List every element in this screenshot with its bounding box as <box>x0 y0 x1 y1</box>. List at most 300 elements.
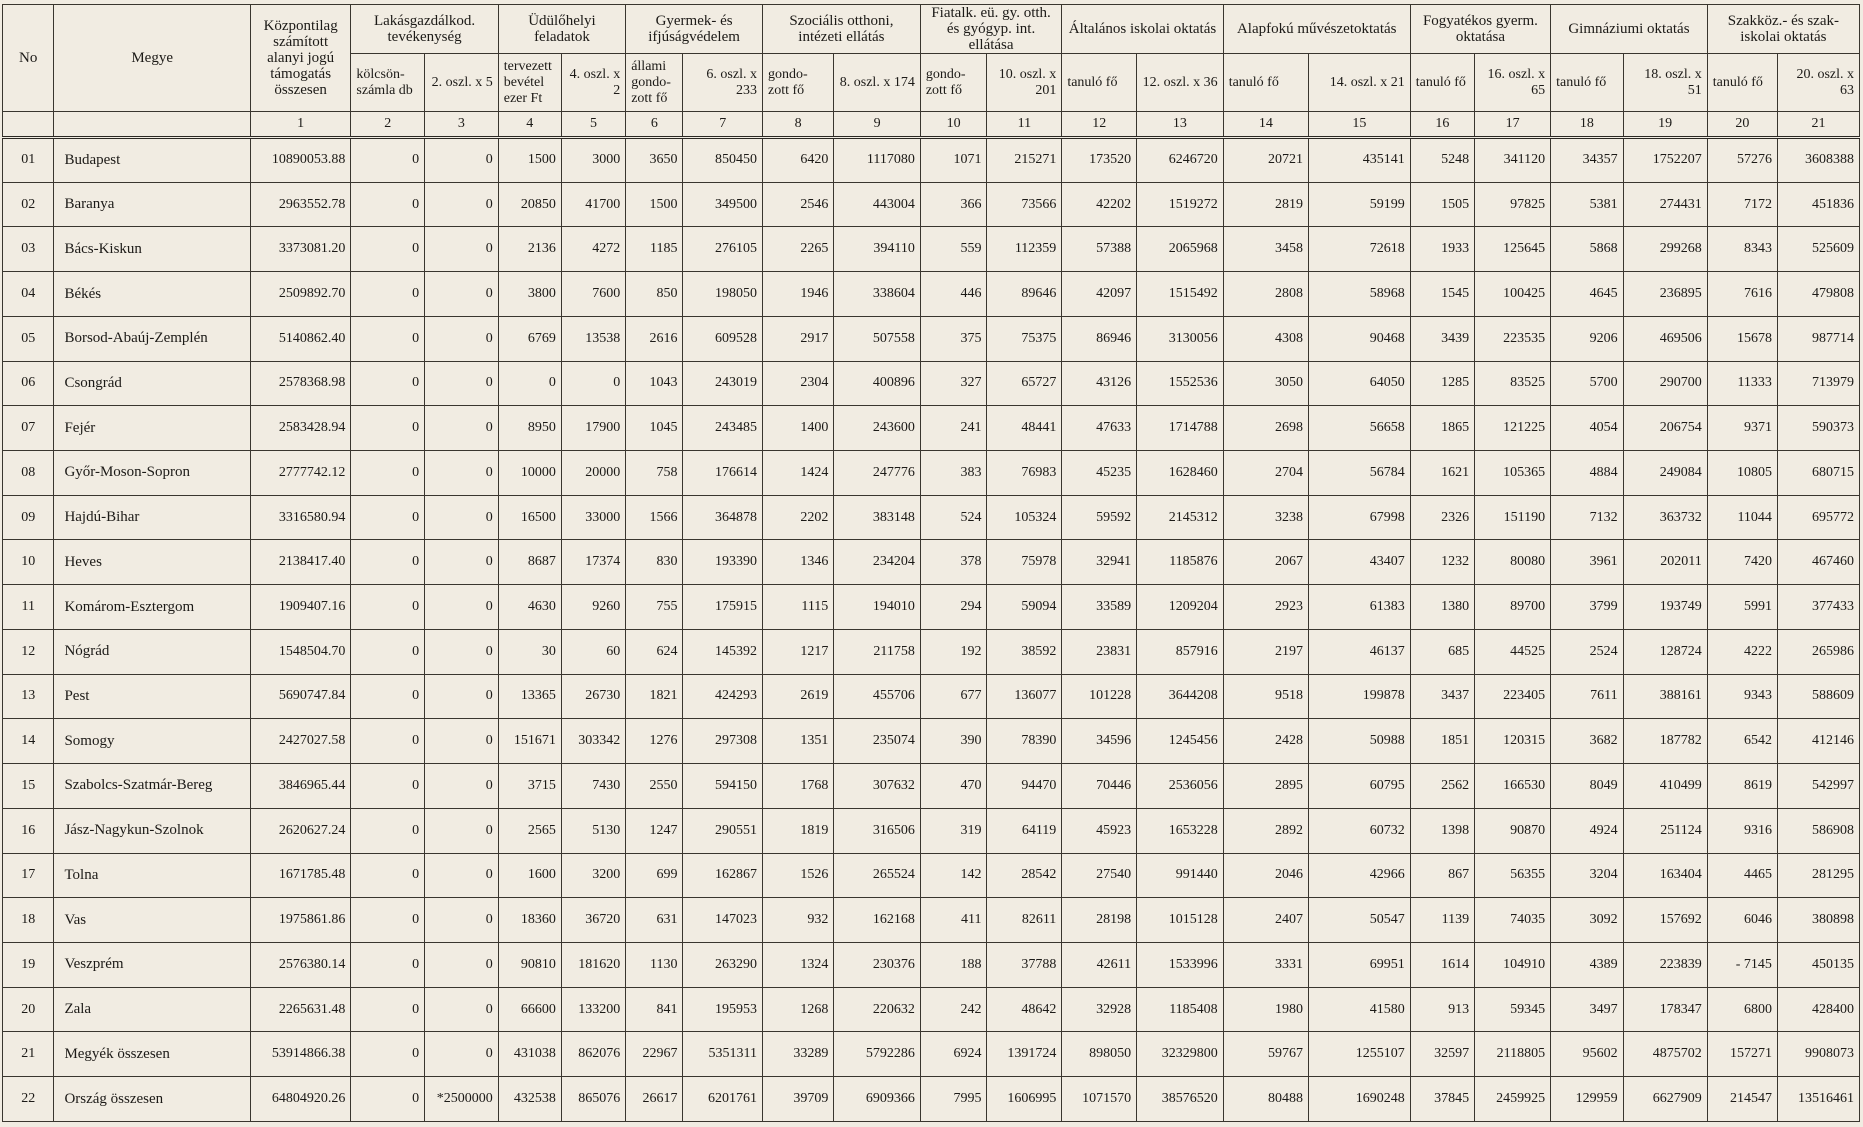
cell-value: 32941 <box>1062 540 1137 585</box>
cell-value: 80488 <box>1223 1077 1308 1122</box>
cell-value: 120315 <box>1475 719 1551 764</box>
cell-value: 151671 <box>498 719 561 764</box>
cell-value: 4272 <box>561 227 625 272</box>
cell-value: 3846965.44 <box>250 764 351 809</box>
cell-value: 7616 <box>1707 272 1777 317</box>
cell-value: 987714 <box>1777 316 1859 361</box>
row-number: 06 <box>3 361 54 406</box>
cell-value: 2265 <box>762 227 833 272</box>
cell-value: 6924 <box>920 1032 987 1077</box>
cell-value: 383 <box>920 451 987 496</box>
row-number: 08 <box>3 451 54 496</box>
cell-value: 56784 <box>1309 451 1411 496</box>
cell-value: 9260 <box>561 585 625 630</box>
cell-value: 263290 <box>683 942 763 987</box>
county-name: Békés <box>54 272 250 317</box>
cell-value: 90810 <box>498 942 561 987</box>
cell-value: 680715 <box>1777 451 1859 496</box>
cell-value: 195953 <box>683 987 763 1032</box>
cell-value: 95602 <box>1551 1032 1623 1077</box>
cell-value: 181620 <box>561 942 625 987</box>
cell-value: 4222 <box>1707 629 1777 674</box>
county-name: Szabolcs-Szatmár-Bereg <box>54 764 250 809</box>
cell-value: 274431 <box>1623 182 1707 227</box>
cell-value: 243600 <box>834 406 921 451</box>
cell-value: 1851 <box>1410 719 1474 764</box>
cell-value: 867 <box>1410 853 1474 898</box>
col-header-total: Központilag számított alanyi jogú támogatás összesen <box>250 5 351 112</box>
sub-header: 12. oszl. x 36 <box>1137 54 1224 112</box>
sub-header: 10. oszl. x 201 <box>987 54 1062 112</box>
cell-value: 2917 <box>762 316 833 361</box>
cell-value: 6627909 <box>1623 1077 1707 1122</box>
cell-value: 299268 <box>1623 227 1707 272</box>
cell-value: 2197 <box>1223 629 1308 674</box>
county-name: Zala <box>54 987 250 1032</box>
row-number: 22 <box>3 1077 54 1122</box>
cell-value: 230376 <box>834 942 921 987</box>
col-number: 12 <box>1062 112 1137 138</box>
cell-value: 188 <box>920 942 987 987</box>
county-name: Somogy <box>54 719 250 764</box>
cell-value: 75375 <box>987 316 1062 361</box>
cell-value: 59094 <box>987 585 1062 630</box>
table-row <box>3 182 1860 227</box>
cell-value: 2565 <box>498 808 561 853</box>
cell-value: 41580 <box>1309 987 1411 1032</box>
sub-header: gondo- zott fő <box>920 54 987 112</box>
table-row <box>3 674 1860 719</box>
col-number: 21 <box>1777 112 1859 138</box>
cell-value: 2427027.58 <box>250 719 351 764</box>
cell-value: 57276 <box>1707 138 1777 183</box>
cell-value: 470 <box>920 764 987 809</box>
cell-value: 0 <box>351 182 425 227</box>
cell-value: 73566 <box>987 182 1062 227</box>
cell-value: 7611 <box>1551 674 1623 719</box>
cell-value: 2065968 <box>1137 227 1224 272</box>
cell-value: 1526 <box>762 853 833 898</box>
cell-value: 0 <box>351 898 425 943</box>
cell-value: 64050 <box>1309 361 1411 406</box>
cell-value: 1185408 <box>1137 987 1224 1032</box>
cell-value: 380898 <box>1777 898 1859 943</box>
group-header: Gyermek- és ifjúságvédelem <box>626 5 763 54</box>
row-number: 01 <box>3 138 54 183</box>
cell-value: 366 <box>920 182 987 227</box>
cell-value: 2265631.48 <box>250 987 351 1032</box>
cell-value: 1533996 <box>1137 942 1224 987</box>
cell-value: 713979 <box>1777 361 1859 406</box>
table-row <box>3 451 1860 496</box>
row-number: 12 <box>3 629 54 674</box>
cell-value: 2546 <box>762 182 833 227</box>
cell-value: 0 <box>351 138 425 183</box>
cell-value: 390 <box>920 719 987 764</box>
county-name: Pest <box>54 674 250 719</box>
cell-value: 0 <box>425 853 499 898</box>
cell-value: 1752207 <box>1623 138 1707 183</box>
cell-value: 507558 <box>834 316 921 361</box>
cell-value: 3331 <box>1223 942 1308 987</box>
county-name: Budapest <box>54 138 250 183</box>
cell-value: 223405 <box>1475 674 1551 719</box>
cell-value: 0 <box>425 808 499 853</box>
cell-value: 388161 <box>1623 674 1707 719</box>
cell-value: 0 <box>351 406 425 451</box>
col-number: 18 <box>1551 112 1623 138</box>
cell-value: 411 <box>920 898 987 943</box>
cell-value: 1391724 <box>987 1032 1062 1077</box>
cell-value: 0 <box>351 495 425 540</box>
cell-value: 206754 <box>1623 406 1707 451</box>
cell-value: 56658 <box>1309 406 1411 451</box>
table-row <box>3 316 1860 361</box>
table-row <box>3 898 1860 943</box>
cell-value: 20850 <box>498 182 561 227</box>
cell-value: 1209204 <box>1137 585 1224 630</box>
col-number: 10 <box>920 112 987 138</box>
cell-value: 0 <box>351 316 425 361</box>
cell-value: 187782 <box>1623 719 1707 764</box>
cell-value: 17374 <box>561 540 625 585</box>
county-name: Vas <box>54 898 250 943</box>
cell-value: 0 <box>425 227 499 272</box>
sub-header: 18. oszl. x 51 <box>1623 54 1707 112</box>
col-number: 7 <box>683 112 763 138</box>
cell-value: 2304 <box>762 361 833 406</box>
cell-value: - 7145 <box>1707 942 1777 987</box>
cell-value: 699 <box>626 853 683 898</box>
cell-value: 133200 <box>561 987 625 1032</box>
table-body <box>3 138 1860 1122</box>
cell-value: 220632 <box>834 987 921 1032</box>
cell-value: 199878 <box>1309 674 1411 719</box>
cell-value: 236895 <box>1623 272 1707 317</box>
cell-value: 5792286 <box>834 1032 921 1077</box>
cell-value: 2459925 <box>1475 1077 1551 1122</box>
sub-header: 8. oszl. x 174 <box>834 54 921 112</box>
cell-value: 37788 <box>987 942 1062 987</box>
cell-value: 9206 <box>1551 316 1623 361</box>
cell-value: 0 <box>351 719 425 764</box>
cell-value: 4308 <box>1223 316 1308 361</box>
cell-value: 56355 <box>1475 853 1551 898</box>
cell-value: 2524 <box>1551 629 1623 674</box>
cell-value: 42202 <box>1062 182 1137 227</box>
cell-value: 59592 <box>1062 495 1137 540</box>
cell-value: 378 <box>920 540 987 585</box>
col-number: 15 <box>1309 112 1411 138</box>
cell-value: 151190 <box>1475 495 1551 540</box>
cell-value: 251124 <box>1623 808 1707 853</box>
cell-value: 609528 <box>683 316 763 361</box>
cell-value: 28198 <box>1062 898 1137 943</box>
cell-value: 830 <box>626 540 683 585</box>
cell-value: 1933 <box>1410 227 1474 272</box>
col-number: 20 <box>1707 112 1777 138</box>
cell-value: 3682 <box>1551 719 1623 764</box>
cell-value: 83525 <box>1475 361 1551 406</box>
cell-value: 38592 <box>987 629 1062 674</box>
cell-value: 202011 <box>1623 540 1707 585</box>
col-number: 6 <box>626 112 683 138</box>
cell-value: 9908073 <box>1777 1032 1859 1077</box>
cell-value: 101228 <box>1062 674 1137 719</box>
cell-value: 66600 <box>498 987 561 1032</box>
cell-value: 6542 <box>1707 719 1777 764</box>
cell-value: 9371 <box>1707 406 1777 451</box>
cell-value: 2698 <box>1223 406 1308 451</box>
cell-value: 60795 <box>1309 764 1411 809</box>
cell-value: 307632 <box>834 764 921 809</box>
cell-value: 2616 <box>626 316 683 361</box>
row-number: 07 <box>3 406 54 451</box>
cell-value: 0 <box>425 674 499 719</box>
cell-value: 400896 <box>834 361 921 406</box>
col-number: 3 <box>425 112 499 138</box>
cell-value: 8049 <box>1551 764 1623 809</box>
cell-value: 13538 <box>561 316 625 361</box>
cell-value: 3439 <box>1410 316 1474 361</box>
cell-value: 0 <box>425 987 499 1032</box>
cell-value: 1185876 <box>1137 540 1224 585</box>
cell-value: 1515492 <box>1137 272 1224 317</box>
cell-value: 2138417.40 <box>250 540 351 585</box>
table-row <box>3 495 1860 540</box>
cell-value: 2202 <box>762 495 833 540</box>
cell-value: 0 <box>351 1032 425 1077</box>
cell-value: 364878 <box>683 495 763 540</box>
cell-value: 0 <box>351 629 425 674</box>
col-number: 17 <box>1475 112 1551 138</box>
cell-value: 223839 <box>1623 942 1707 987</box>
cell-value: 3458 <box>1223 227 1308 272</box>
cell-value: 32597 <box>1410 1032 1474 1077</box>
col-number-empty <box>3 112 54 138</box>
cell-value: 4389 <box>1551 942 1623 987</box>
cell-value: 59767 <box>1223 1032 1308 1077</box>
cell-value: 38576520 <box>1137 1077 1224 1122</box>
cell-value: 1285 <box>1410 361 1474 406</box>
cell-value: 178347 <box>1623 987 1707 1032</box>
cell-value: 36720 <box>561 898 625 943</box>
cell-value: 211758 <box>834 629 921 674</box>
cell-value: 3316580.94 <box>250 495 351 540</box>
col-number: 1 <box>250 112 351 138</box>
cell-value: 10000 <box>498 451 561 496</box>
cell-value: 22967 <box>626 1032 683 1077</box>
table-row <box>3 585 1860 630</box>
cell-value: 26617 <box>626 1077 683 1122</box>
cell-value: 1324 <box>762 942 833 987</box>
cell-value: 1400 <box>762 406 833 451</box>
col-header-no: No <box>3 5 54 112</box>
sub-header: tanuló fő <box>1410 54 1474 112</box>
cell-value: 0 <box>351 987 425 1032</box>
cell-value: 28542 <box>987 853 1062 898</box>
cell-value: 20000 <box>561 451 625 496</box>
cell-value: 7600 <box>561 272 625 317</box>
cell-value: 18360 <box>498 898 561 943</box>
group-header: Alapfokú művészetoktatás <box>1223 5 1410 54</box>
cell-value: 857916 <box>1137 629 1224 674</box>
cell-value: 0 <box>425 272 499 317</box>
county-name: Bács-Kiskun <box>54 227 250 272</box>
cell-value: 1690248 <box>1309 1077 1411 1122</box>
row-number: 05 <box>3 316 54 361</box>
county-name: Ország összesen <box>54 1077 250 1122</box>
col-number: 13 <box>1137 112 1224 138</box>
sub-header: tervezett bevétel ezer Ft <box>498 54 561 112</box>
cell-value: 11044 <box>1707 495 1777 540</box>
cell-value: 319 <box>920 808 987 853</box>
cell-value: 3608388 <box>1777 138 1859 183</box>
cell-value: 27540 <box>1062 853 1137 898</box>
cell-value: 865076 <box>561 1077 625 1122</box>
cell-value: 42611 <box>1062 942 1137 987</box>
cell-value: 198050 <box>683 272 763 317</box>
cell-value: 9316 <box>1707 808 1777 853</box>
cell-value: 60 <box>561 629 625 674</box>
row-number: 15 <box>3 764 54 809</box>
cell-value: 223535 <box>1475 316 1551 361</box>
group-header: Üdülőhelyi feladatok <box>498 5 625 54</box>
cell-value: 4884 <box>1551 451 1623 496</box>
cell-value: 69951 <box>1309 942 1411 987</box>
col-number: 11 <box>987 112 1062 138</box>
cell-value: 1500 <box>498 138 561 183</box>
cell-value: 6800 <box>1707 987 1777 1032</box>
group-header: Általános iskolai oktatás <box>1062 5 1223 54</box>
cell-value: 443004 <box>834 182 921 227</box>
cell-value: 142 <box>920 853 987 898</box>
cell-value: 297308 <box>683 719 763 764</box>
cell-value: 276105 <box>683 227 763 272</box>
cell-value: 0 <box>561 361 625 406</box>
cell-value: 0 <box>351 764 425 809</box>
cell-value: 0 <box>425 316 499 361</box>
cell-value: 157692 <box>1623 898 1707 943</box>
cell-value: 327 <box>920 361 987 406</box>
cell-value: 1909407.16 <box>250 585 351 630</box>
cell-value: 377433 <box>1777 585 1859 630</box>
cell-value: 9518 <box>1223 674 1308 719</box>
cell-value: 7132 <box>1551 495 1623 540</box>
cell-value: 0 <box>425 406 499 451</box>
cell-value: 60732 <box>1309 808 1411 853</box>
cell-value: 175915 <box>683 585 763 630</box>
cell-value: 57388 <box>1062 227 1137 272</box>
cell-value: 0 <box>425 138 499 183</box>
cell-value: 755 <box>626 585 683 630</box>
cell-value: 3238 <box>1223 495 1308 540</box>
cell-value: 3000 <box>561 138 625 183</box>
cell-value: 5991 <box>1707 585 1777 630</box>
row-number: 09 <box>3 495 54 540</box>
cell-value: 67998 <box>1309 495 1411 540</box>
cell-value: 428400 <box>1777 987 1859 1032</box>
cell-value: 47633 <box>1062 406 1137 451</box>
cell-value: 0 <box>351 674 425 719</box>
table-row <box>3 808 1860 853</box>
cell-value: 1821 <box>626 674 683 719</box>
cell-value: 5351311 <box>683 1032 763 1077</box>
county-name: Hajdú-Bihar <box>54 495 250 540</box>
cell-value: 3715 <box>498 764 561 809</box>
cell-value: 112359 <box>987 227 1062 272</box>
cell-value: 214547 <box>1707 1077 1777 1122</box>
cell-value: 450135 <box>1777 942 1859 987</box>
cell-value: 0 <box>351 227 425 272</box>
cell-value: 76983 <box>987 451 1062 496</box>
cell-value: 1714788 <box>1137 406 1224 451</box>
cell-value: 61383 <box>1309 585 1411 630</box>
cell-value: 1139 <box>1410 898 1474 943</box>
cell-value: 375 <box>920 316 987 361</box>
cell-value: 86946 <box>1062 316 1137 361</box>
cell-value: 1628460 <box>1137 451 1224 496</box>
cell-value: 432538 <box>498 1077 561 1122</box>
cell-value: 89700 <box>1475 585 1551 630</box>
table-row <box>3 942 1860 987</box>
cell-value: 862076 <box>561 1032 625 1077</box>
cell-value: 1566 <box>626 495 683 540</box>
cell-value: 0 <box>498 361 561 406</box>
cell-value: 303342 <box>561 719 625 764</box>
cell-value: 125645 <box>1475 227 1551 272</box>
cell-value: 841 <box>626 987 683 1032</box>
county-name: Csongrád <box>54 361 250 406</box>
cell-value: 4054 <box>1551 406 1623 451</box>
cell-value: 0 <box>351 451 425 496</box>
county-name: Heves <box>54 540 250 585</box>
cell-value: 0 <box>425 629 499 674</box>
cell-value: 215271 <box>987 138 1062 183</box>
cell-value: 1045 <box>626 406 683 451</box>
cell-value: 3799 <box>1551 585 1623 630</box>
county-name: Komárom-Esztergom <box>54 585 250 630</box>
cell-value: 383148 <box>834 495 921 540</box>
cell-value: 1071 <box>920 138 987 183</box>
cell-value: 157271 <box>1707 1032 1777 1077</box>
cell-value: 424293 <box>683 674 763 719</box>
sub-header: állami gondo- zott fő <box>626 54 683 112</box>
cell-value: 64804920.26 <box>250 1077 351 1122</box>
cell-value: 6246720 <box>1137 138 1224 183</box>
cell-value: 89646 <box>987 272 1062 317</box>
cell-value: 82611 <box>987 898 1062 943</box>
cell-value: 2118805 <box>1475 1032 1551 1077</box>
cell-value: 1545 <box>1410 272 1474 317</box>
cell-value: 0 <box>425 495 499 540</box>
row-number: 20 <box>3 987 54 1032</box>
cell-value: 2963552.78 <box>250 182 351 227</box>
cell-value: 1247 <box>626 808 683 853</box>
cell-value: 594150 <box>683 764 763 809</box>
cell-value: 290700 <box>1623 361 1707 406</box>
cell-value: 7995 <box>920 1077 987 1122</box>
cell-value: 42966 <box>1309 853 1411 898</box>
cell-value: 1819 <box>762 808 833 853</box>
cell-value: 43126 <box>1062 361 1137 406</box>
sub-header: tanuló fő <box>1551 54 1623 112</box>
cell-value: 3373081.20 <box>250 227 351 272</box>
cell-value: 0 <box>351 808 425 853</box>
row-number: 17 <box>3 853 54 898</box>
cell-value: 58968 <box>1309 272 1411 317</box>
cell-value: 695772 <box>1777 495 1859 540</box>
